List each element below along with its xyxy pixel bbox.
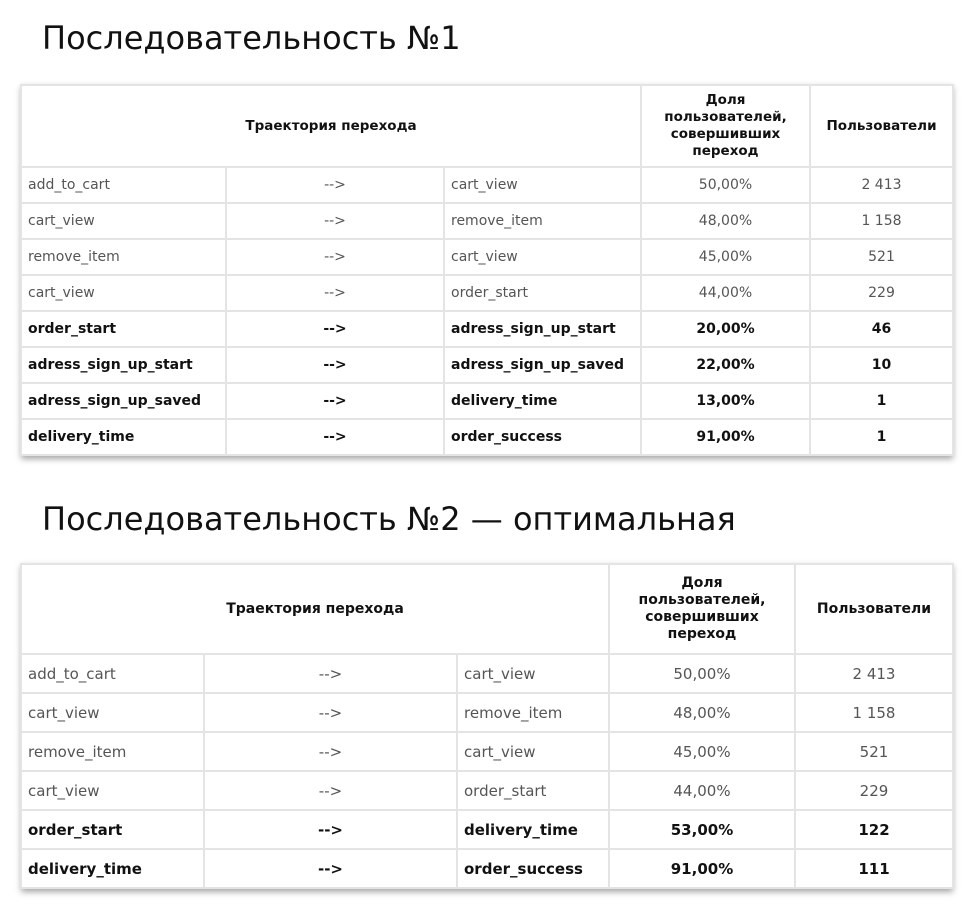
- cell-to-event: cart_view: [457, 654, 609, 693]
- cell-share: 45,00%: [641, 239, 810, 275]
- cell-share: 44,00%: [641, 275, 810, 311]
- table-row: [21, 810, 953, 849]
- table-row: [21, 275, 953, 311]
- cell-share: 50,00%: [641, 167, 810, 203]
- cell-to-event: remove_item: [457, 693, 609, 732]
- cell-arrow: -->: [226, 311, 444, 347]
- table-row: [21, 167, 953, 203]
- header-share: Доля пользователей, совершивших переход: [641, 85, 810, 167]
- cell-from-event: delivery_time: [21, 849, 204, 888]
- sequence-1-table: [20, 84, 954, 456]
- cell-users: 1 158: [810, 203, 953, 239]
- cell-from-event: cart_view: [21, 771, 204, 810]
- cell-arrow: -->: [226, 203, 444, 239]
- cell-users: 10: [810, 347, 953, 383]
- table-row: [21, 383, 953, 419]
- cell-users: 229: [810, 275, 953, 311]
- header-users: Пользователи: [810, 85, 953, 167]
- cell-to-event: delivery_time: [457, 810, 609, 849]
- cell-from-event: adress_sign_up_saved: [21, 383, 226, 419]
- cell-share: 44,00%: [609, 771, 795, 810]
- cell-arrow: -->: [226, 419, 444, 455]
- cell-arrow: -->: [226, 167, 444, 203]
- cell-arrow: -->: [204, 654, 457, 693]
- cell-from-event: cart_view: [21, 693, 204, 732]
- cell-arrow: -->: [226, 275, 444, 311]
- cell-share: 45,00%: [609, 732, 795, 771]
- table-header-row: [21, 85, 953, 167]
- cell-arrow: -->: [226, 347, 444, 383]
- cell-from-event: remove_item: [21, 732, 204, 771]
- cell-from-event: cart_view: [21, 275, 226, 311]
- cell-to-event: adress_sign_up_start: [444, 311, 641, 347]
- sequence-2-table-container: [20, 563, 952, 889]
- cell-arrow: -->: [204, 849, 457, 888]
- cell-users: 229: [795, 771, 953, 810]
- cell-to-event: adress_sign_up_saved: [444, 347, 641, 383]
- cell-to-event: order_success: [457, 849, 609, 888]
- cell-share: 13,00%: [641, 383, 810, 419]
- cell-share: 53,00%: [609, 810, 795, 849]
- cell-from-event: add_to_cart: [21, 654, 204, 693]
- table-row: [21, 732, 953, 771]
- cell-to-event: order_success: [444, 419, 641, 455]
- cell-from-event: order_start: [21, 311, 226, 347]
- cell-users: 2 413: [795, 654, 953, 693]
- cell-from-event: cart_view: [21, 203, 226, 239]
- section-2-title: Последовательность №2 — оптимальная: [42, 500, 736, 538]
- sequence-1-table-body: [21, 167, 953, 455]
- cell-users: 46: [810, 311, 953, 347]
- header-trajectory: Траектория перехода: [21, 85, 641, 167]
- section-1-title: Последовательность №1: [42, 19, 461, 57]
- cell-users: 521: [810, 239, 953, 275]
- cell-users: 122: [795, 810, 953, 849]
- cell-from-event: adress_sign_up_start: [21, 347, 226, 383]
- cell-share: 48,00%: [609, 693, 795, 732]
- cell-share: 20,00%: [641, 311, 810, 347]
- cell-to-event: delivery_time: [444, 383, 641, 419]
- sequence-1-table-container: [20, 84, 952, 456]
- cell-share: 22,00%: [641, 347, 810, 383]
- cell-arrow: -->: [226, 239, 444, 275]
- header-users: Пользователи: [795, 564, 953, 654]
- cell-users: 521: [795, 732, 953, 771]
- cell-to-event: cart_view: [457, 732, 609, 771]
- header-share: Доля пользователей, совершивших переход: [609, 564, 795, 654]
- cell-share: 50,00%: [609, 654, 795, 693]
- cell-to-event: order_start: [457, 771, 609, 810]
- cell-to-event: cart_view: [444, 167, 641, 203]
- table-row: [21, 347, 953, 383]
- header-trajectory: Траектория перехода: [21, 564, 609, 654]
- cell-arrow: -->: [204, 771, 457, 810]
- cell-from-event: delivery_time: [21, 419, 226, 455]
- cell-from-event: remove_item: [21, 239, 226, 275]
- cell-users: 1 158: [795, 693, 953, 732]
- table-row: [21, 311, 953, 347]
- cell-share: 91,00%: [609, 849, 795, 888]
- table-header-row: [21, 564, 953, 654]
- cell-to-event: remove_item: [444, 203, 641, 239]
- table-row: [21, 239, 953, 275]
- table-row: [21, 693, 953, 732]
- cell-to-event: order_start: [444, 275, 641, 311]
- sequence-2-table-body: [21, 654, 953, 888]
- cell-arrow: -->: [204, 732, 457, 771]
- cell-users: 111: [795, 849, 953, 888]
- cell-from-event: add_to_cart: [21, 167, 226, 203]
- cell-users: 1: [810, 419, 953, 455]
- table-row: [21, 419, 953, 455]
- table-row: [21, 849, 953, 888]
- sequence-2-table: [20, 563, 954, 889]
- cell-arrow: -->: [204, 693, 457, 732]
- cell-arrow: -->: [204, 810, 457, 849]
- cell-users: 2 413: [810, 167, 953, 203]
- table-row: [21, 203, 953, 239]
- cell-share: 91,00%: [641, 419, 810, 455]
- cell-to-event: cart_view: [444, 239, 641, 275]
- table-row: [21, 771, 953, 810]
- cell-share: 48,00%: [641, 203, 810, 239]
- cell-users: 1: [810, 383, 953, 419]
- table-row: [21, 654, 953, 693]
- cell-from-event: order_start: [21, 810, 204, 849]
- cell-arrow: -->: [226, 383, 444, 419]
